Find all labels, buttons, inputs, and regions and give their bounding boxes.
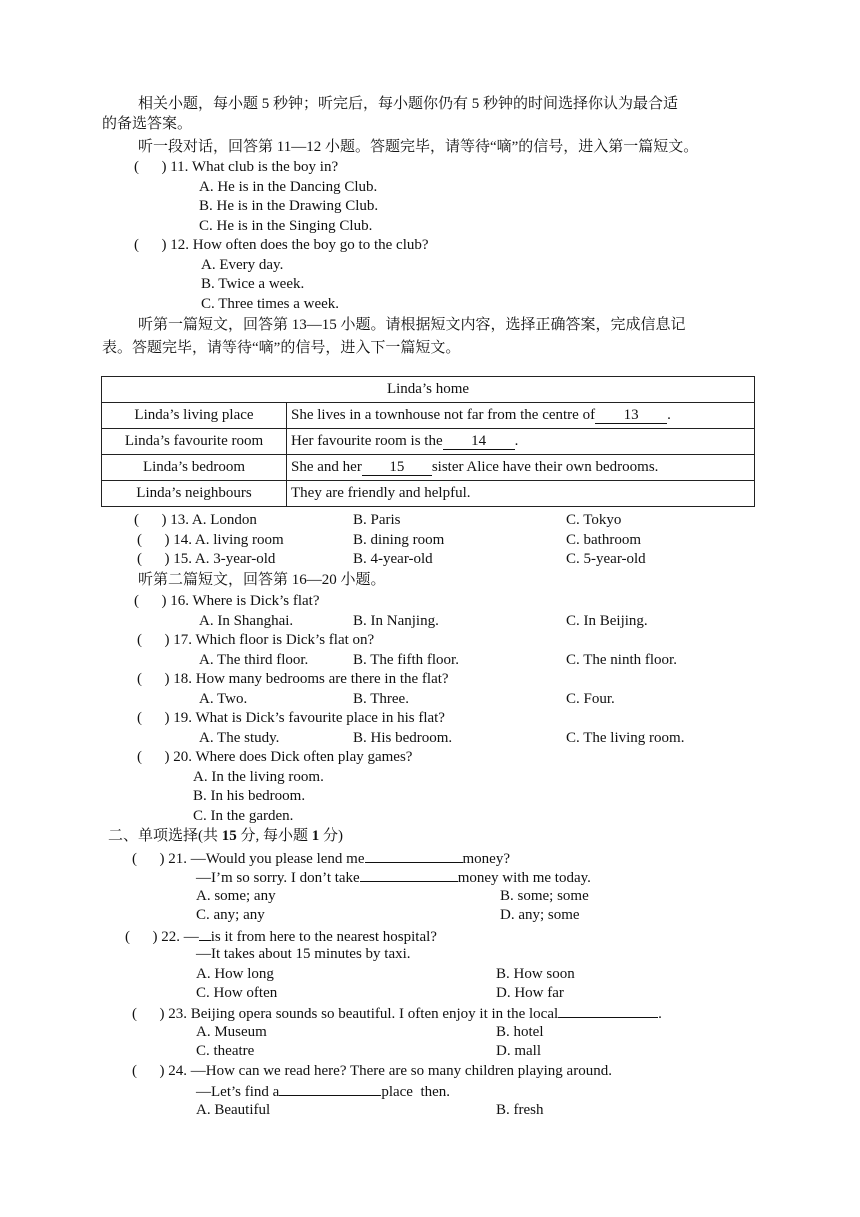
- q11-stem: ( ) 11. What club is the boy in?: [134, 159, 339, 175]
- q14-option-c: C. bathroom: [566, 532, 641, 548]
- passage1-line-1: 听第一篇短文，回答第 13—15 小题。请根据短文内容，选择正确答案，完成信息记: [138, 317, 686, 333]
- q17-option-c: C. The ninth floor.: [566, 652, 677, 668]
- q11-option-a: A. He is in the Dancing Club.: [199, 179, 378, 195]
- q23-option-d: D. mall: [496, 1043, 541, 1059]
- q20-stem: ( ) 20. Where does Dick often play games?: [137, 749, 413, 765]
- q23-option-b: B. hotel: [496, 1024, 544, 1040]
- q16-stem: ( ) 16. Where is Dick’s flat?: [134, 593, 320, 609]
- q21-option-a: A. some; any: [196, 888, 276, 904]
- q18-option-c: C. Four.: [566, 691, 615, 707]
- q13-option-c: C. Tokyo: [566, 512, 622, 528]
- q15-option-c: C. 5-year-old: [566, 551, 646, 567]
- q22-option-d: D. How far: [496, 985, 564, 1001]
- q15-option-b: B. 4-year-old: [353, 551, 433, 567]
- table-row: [102, 455, 755, 481]
- answer-blank[interactable]: [365, 848, 463, 863]
- q15-stem: ( ) 15. A. 3-year-old: [137, 551, 276, 567]
- info-record-table: [101, 376, 755, 507]
- answer-blank[interactable]: [199, 926, 211, 941]
- q22-stem: ( ) 22. — is it from here to the nearest hospital?: [125, 926, 437, 948]
- row-key: Linda’s favourite room: [102, 429, 287, 455]
- q24-option-b: B. fresh: [496, 1102, 544, 1118]
- row-value: She lives in a townhouse not far from the centre of 13 .: [287, 403, 755, 429]
- q23-stem: ( ) 23. Beijing opera sounds so beautiful. I often enjoy it in the local .: [132, 1003, 662, 1025]
- q16-option-b: B. In Nanjing.: [353, 613, 439, 629]
- row-value: Her favourite room is the 14 .: [287, 429, 755, 455]
- q21-line-2: —I’m so sorry. I don’t take money with me today.: [196, 867, 591, 889]
- q13-stem: ( ) 13. A. London: [134, 512, 257, 528]
- q17-option-b: B. The fifth floor.: [353, 652, 459, 668]
- row-value: She and her 15 sister Alice have their own bedrooms.: [287, 455, 755, 481]
- passage2-instruction: 听第二篇短文，回答第 16—20 小题。: [138, 572, 386, 588]
- row-key: Linda’s neighbours: [102, 481, 287, 507]
- q18-stem: ( ) 18. How many bedrooms are there in the flat?: [137, 671, 449, 687]
- q21-stem: ( ) 21. —Would you please lend me money?: [132, 848, 510, 870]
- q14-option-b: B. dining room: [353, 532, 445, 548]
- answer-blank-15[interactable]: 15: [362, 459, 432, 476]
- q12-stem: ( ) 12. How often does the boy go to the club?: [134, 237, 429, 253]
- q24-stem: ( ) 24. —How can we read here? There are so many children playing around.: [132, 1063, 612, 1079]
- q22-option-a: A. How long: [196, 966, 274, 982]
- q18-option-a: A. Two.: [199, 691, 248, 707]
- q19-option-c: C. The living room.: [566, 730, 685, 746]
- q20-option-a: A. In the living room.: [193, 769, 324, 785]
- q12-option-a: A. Every day.: [201, 257, 284, 273]
- q22-option-c: C. How often: [196, 985, 278, 1001]
- answer-blank[interactable]: [360, 867, 458, 882]
- q22-option-b: B. How soon: [496, 966, 575, 982]
- q16-option-c: C. In Beijing.: [566, 613, 648, 629]
- table-row: [102, 429, 755, 455]
- q11-option-c: C. He is in the Singing Club.: [199, 218, 373, 234]
- table-title: Linda’s home: [102, 377, 755, 403]
- passage1-line-2: 表。答题完毕，请等待“嘀”的信号，进入下一篇短文。: [102, 340, 461, 356]
- q17-stem: ( ) 17. Which floor is Dick’s flat on?: [137, 632, 375, 648]
- q22-line-2: —It takes about 15 minutes by taxi.: [196, 946, 411, 962]
- row-value: They are friendly and helpful.: [287, 481, 755, 507]
- intro-line-1: 相关小题，每小题 5 秒钟；听完后，每小题你仍有 5 秒钟的时间选择你认为最合适: [138, 96, 679, 112]
- q24-line-2: —Let’s find a place then.: [196, 1081, 450, 1103]
- intro-line-3: 听一段对话，回答第 11—12 小题。答题完毕，请等待“嘀”的信号，进入第一篇短文。: [138, 139, 699, 155]
- row-key: Linda’s living place: [102, 403, 287, 429]
- q23-option-a: A. Museum: [196, 1024, 267, 1040]
- q20-option-c: C. In the garden.: [193, 808, 294, 824]
- q16-option-a: A. In Shanghai.: [199, 613, 294, 629]
- table-row: [102, 403, 755, 429]
- answer-blank-14[interactable]: 14: [443, 433, 515, 450]
- q21-option-c: C. any; any: [196, 907, 265, 923]
- table-row: [102, 481, 755, 507]
- q20-option-b: B. In his bedroom.: [193, 788, 306, 804]
- answer-blank[interactable]: [558, 1003, 658, 1018]
- q19-stem: ( ) 19. What is Dick’s favourite place in his flat?: [137, 710, 445, 726]
- q24-option-a: A. Beautiful: [196, 1102, 271, 1118]
- q19-option-a: A. The study.: [199, 730, 280, 746]
- q17-option-a: A. The third floor.: [199, 652, 309, 668]
- intro-line-2: 的备选答案。: [102, 116, 193, 132]
- section2-heading: 二、单项选择(共 15 分, 每小题 1 分): [108, 828, 344, 844]
- q23-option-c: C. theatre: [196, 1043, 255, 1059]
- q11-option-b: B. He is in the Drawing Club.: [199, 198, 379, 214]
- answer-blank-13[interactable]: 13: [595, 407, 667, 424]
- q13-option-b: B. Paris: [353, 512, 401, 528]
- q21-option-b: B. some; some: [500, 888, 589, 904]
- row-key: Linda’s bedroom: [102, 455, 287, 481]
- q19-option-b: B. His bedroom.: [353, 730, 453, 746]
- answer-blank[interactable]: [279, 1081, 381, 1096]
- q12-option-b: B. Twice a week.: [201, 276, 305, 292]
- q18-option-b: B. Three.: [353, 691, 409, 707]
- q21-option-d: D. any; some: [500, 907, 580, 923]
- q12-option-c: C. Three times a week.: [201, 296, 340, 312]
- q14-stem: ( ) 14. A. living room: [137, 532, 284, 548]
